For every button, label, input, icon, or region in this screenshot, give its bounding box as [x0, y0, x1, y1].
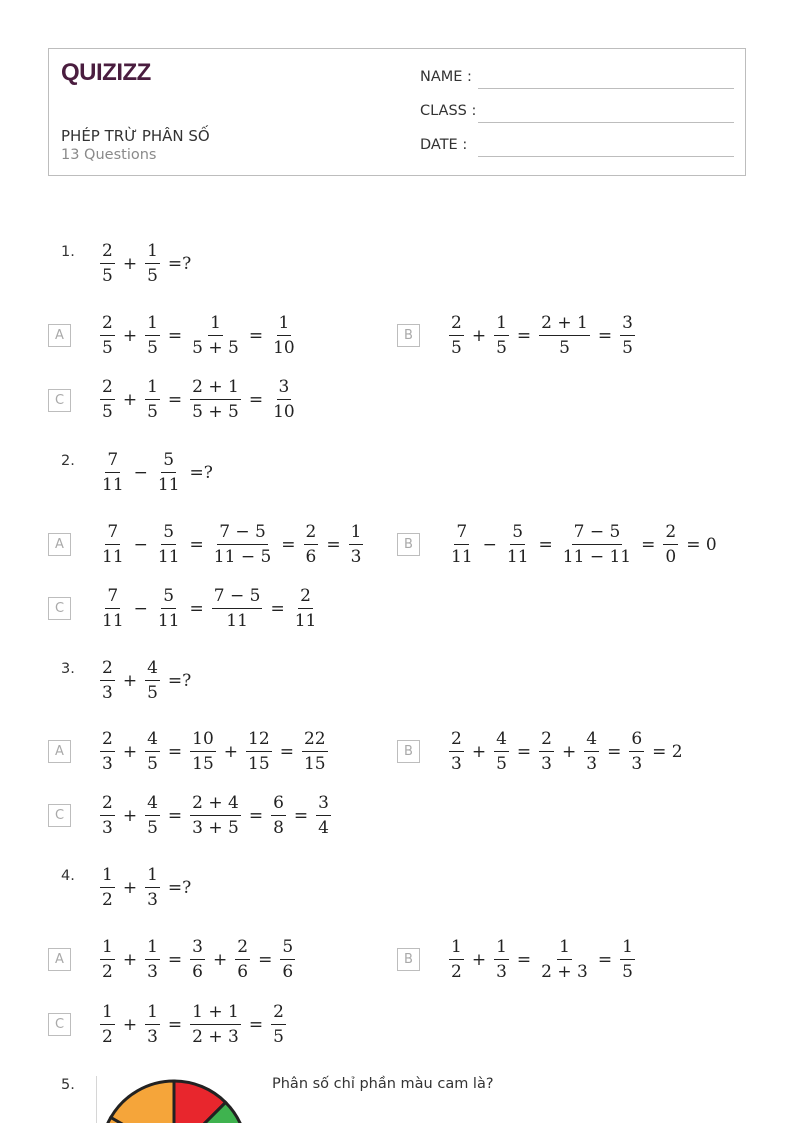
denominator: 3: [102, 818, 113, 838]
math-operator: =: [167, 326, 183, 346]
math-operator: =: [326, 535, 341, 555]
denominator: 11 − 5: [213, 547, 272, 567]
math-operator: +: [471, 742, 487, 762]
numerator: 2 + 1: [539, 315, 590, 336]
numerator: 1: [145, 315, 160, 336]
question-number: 2.: [61, 453, 75, 469]
numerator: 1: [449, 939, 464, 960]
denominator: 8: [273, 818, 284, 838]
denominator: 5: [496, 338, 507, 358]
date-line: [478, 156, 734, 157]
numerator: 3: [620, 315, 635, 336]
option-expression: [97, 724, 331, 780]
math-operator: −: [133, 535, 148, 555]
denominator: 11 − 11: [562, 547, 632, 567]
numerator: 2: [100, 660, 115, 681]
fraction: [100, 939, 115, 981]
fraction: [620, 939, 635, 981]
denominator: 3: [631, 754, 643, 774]
denominator: 2: [102, 962, 113, 982]
denominator: 5: [147, 266, 158, 286]
fraction: [449, 731, 464, 773]
denominator: 5: [451, 338, 462, 358]
numerator: 1: [145, 867, 160, 888]
option-expression: [97, 997, 289, 1053]
numerator: 5: [161, 452, 176, 473]
math-operator: =: [189, 599, 204, 619]
option-expression: [97, 372, 300, 428]
denominator: 5: [622, 962, 633, 982]
option-label: B: [397, 948, 420, 971]
denominator: 3: [350, 547, 362, 567]
math-operator: =: [248, 806, 264, 826]
question-text: Phân số chỉ phần màu cam là?: [272, 1076, 494, 1092]
denominator: 5: [147, 818, 158, 838]
denominator: 3: [147, 890, 158, 910]
math-operator: = 2: [652, 742, 683, 762]
fraction: [271, 1004, 286, 1046]
denominator: 2 + 3: [541, 962, 588, 982]
fraction: [494, 315, 509, 357]
numerator: 2 + 4: [190, 795, 241, 816]
fraction: [293, 588, 319, 630]
math-operator: =: [281, 535, 296, 555]
fraction: [663, 524, 678, 566]
numerator: 2: [449, 315, 464, 336]
denominator: 5: [559, 338, 570, 358]
denominator: 11: [102, 611, 124, 631]
fraction: [145, 731, 160, 773]
math-operator: =: [167, 1015, 183, 1035]
numerator: 7: [454, 524, 469, 545]
fraction: [235, 939, 250, 981]
option-label: B: [397, 740, 420, 763]
fraction: [145, 379, 160, 421]
worksheet-title: PHÉP TRỪ PHÂN SỐ: [61, 127, 210, 145]
math-operator: =: [248, 390, 264, 410]
numerator: 7 − 5: [217, 524, 268, 545]
denominator: 6: [282, 962, 294, 982]
question-number: 3.: [61, 661, 75, 677]
math-operator: =: [279, 742, 294, 762]
option-label: A: [48, 740, 71, 763]
name-line: [478, 88, 734, 89]
name-label: NAME :: [420, 69, 472, 85]
numerator: 2: [100, 795, 115, 816]
numerator: 2: [235, 939, 250, 960]
denominator: 5: [147, 683, 158, 703]
numerator: 1: [145, 379, 160, 400]
numerator: 22: [302, 731, 328, 752]
numerator: 1: [100, 939, 115, 960]
denominator: 11: [226, 611, 248, 631]
denominator: 5: [147, 754, 158, 774]
option-expression: [97, 581, 321, 637]
math-operator: +: [122, 671, 138, 691]
fraction: [100, 315, 115, 357]
option-expression: [97, 932, 298, 988]
pie-slice-orange: [111, 1081, 174, 1123]
numerator: 2: [100, 315, 115, 336]
fraction: [145, 660, 160, 702]
question-number: 4.: [61, 868, 75, 884]
fraction: [145, 939, 160, 981]
denominator: 0: [665, 547, 677, 567]
fraction: [100, 524, 126, 566]
denominator: 15: [303, 754, 326, 774]
fraction: [561, 524, 633, 566]
denominator: 5 + 5: [192, 402, 239, 422]
math-operator: +: [471, 950, 487, 970]
numerator: 2: [298, 588, 313, 609]
math-operator: +: [122, 254, 138, 274]
math-operator: =: [516, 950, 532, 970]
denominator: 5: [496, 754, 507, 774]
numerator: 2: [663, 524, 678, 545]
math-operator: =: [538, 535, 553, 555]
denominator: 2 + 3: [192, 1027, 239, 1047]
fraction: [620, 315, 635, 357]
denominator: 6: [237, 962, 249, 982]
class-line: [478, 122, 734, 123]
fraction: [100, 867, 115, 909]
numerator: 4: [494, 731, 509, 752]
fraction: [156, 588, 182, 630]
numerator: 5: [161, 588, 176, 609]
fraction: [304, 524, 319, 566]
fraction: [349, 524, 364, 566]
denominator: 10: [273, 402, 295, 422]
option-label: C: [48, 389, 71, 412]
numerator: 1: [208, 315, 223, 336]
option-expression: [446, 308, 638, 364]
denominator: 3: [541, 754, 552, 774]
denominator: 3: [147, 1027, 158, 1047]
fraction: [449, 315, 464, 357]
option-expression: [97, 308, 300, 364]
math-operator: −: [133, 599, 148, 619]
fraction: [100, 731, 115, 773]
fraction: [212, 588, 263, 630]
numerator: 1 + 1: [190, 1004, 241, 1025]
denominator: 11: [157, 611, 180, 631]
math-operator: =: [167, 742, 183, 762]
fraction: [449, 524, 475, 566]
option-expression: [446, 932, 638, 988]
fraction: [505, 524, 531, 566]
worksheet-header: [48, 48, 746, 176]
fraction: [449, 939, 464, 981]
numerator: 1: [100, 867, 115, 888]
denominator: 15: [248, 754, 270, 774]
question-prompt: [97, 445, 218, 501]
option-label: A: [48, 948, 71, 971]
numerator: 12: [246, 731, 272, 752]
math-operator: =?: [167, 254, 192, 274]
option-expression: [446, 724, 688, 780]
denominator: 3: [102, 754, 113, 774]
math-operator: +: [122, 742, 138, 762]
denominator: 2: [451, 962, 462, 982]
numerator: 1: [145, 243, 160, 264]
denominator: 5 + 5: [192, 338, 239, 358]
denominator: 11: [157, 547, 180, 567]
math-operator: =?: [167, 878, 192, 898]
math-operator: =: [607, 742, 622, 762]
option-label: C: [48, 804, 71, 827]
fraction: [145, 1004, 160, 1046]
numerator: 1: [494, 315, 509, 336]
math-operator: =: [167, 390, 183, 410]
fraction: [316, 795, 331, 837]
math-operator: +: [471, 326, 487, 346]
denominator: 5: [102, 338, 113, 358]
denominator: 11: [294, 611, 317, 631]
numerator: 2: [100, 243, 115, 264]
numerator: 1: [494, 939, 509, 960]
denominator: 3: [102, 683, 113, 703]
denominator: 3: [451, 754, 462, 774]
question-prompt: [97, 860, 196, 916]
denominator: 5: [147, 402, 158, 422]
math-operator: +: [122, 878, 138, 898]
numerator: 10: [190, 731, 216, 752]
fraction: [100, 452, 126, 494]
fraction: [629, 731, 644, 773]
numerator: 6: [629, 731, 644, 752]
fraction: [190, 1004, 241, 1046]
math-operator: +: [122, 390, 138, 410]
option-label: A: [48, 533, 71, 556]
fraction: [100, 795, 115, 837]
fraction: [494, 731, 509, 773]
numerator: 3: [277, 379, 292, 400]
question-prompt: [97, 236, 196, 292]
fraction: [271, 315, 297, 357]
math-operator: =?: [167, 671, 192, 691]
numerator: 1: [100, 1004, 115, 1025]
denominator: 11: [451, 547, 473, 567]
denominator: 6: [192, 962, 203, 982]
fraction: [190, 939, 205, 981]
numerator: 5: [161, 524, 176, 545]
fraction: [539, 731, 554, 773]
numerator: 4: [145, 660, 160, 681]
numerator: 3: [190, 939, 205, 960]
denominator: 11: [102, 547, 124, 567]
math-operator: −: [133, 463, 148, 483]
fraction: [584, 731, 599, 773]
denominator: 2: [102, 890, 113, 910]
math-operator: =: [167, 806, 183, 826]
denominator: 2: [102, 1027, 113, 1047]
fraction: [100, 588, 126, 630]
denominator: 6: [305, 547, 317, 567]
quizizz-logo: QUIZIZZ: [61, 59, 151, 86]
numerator: 1: [557, 939, 572, 960]
denominator: 11: [157, 475, 180, 495]
numerator: 6: [271, 795, 286, 816]
math-operator: =: [516, 326, 532, 346]
math-operator: =: [248, 326, 264, 346]
numerator: 2: [449, 731, 464, 752]
numerator: 1: [349, 524, 364, 545]
option-label: C: [48, 1013, 71, 1036]
math-operator: =: [597, 326, 613, 346]
math-operator: +: [122, 326, 138, 346]
math-operator: =: [248, 1015, 264, 1035]
fraction: [100, 379, 115, 421]
numerator: 1: [277, 315, 292, 336]
fraction: [190, 795, 241, 837]
option-expression: [97, 517, 366, 573]
math-operator: +: [122, 950, 138, 970]
numerator: 3: [316, 795, 331, 816]
class-label: CLASS :: [420, 103, 477, 119]
numerator: 7: [105, 524, 120, 545]
numerator: 4: [145, 795, 160, 816]
question-prompt: [97, 653, 196, 709]
option-expression: [97, 788, 334, 844]
math-operator: =: [167, 950, 183, 970]
math-operator: =: [597, 950, 613, 970]
option-label: B: [397, 324, 420, 347]
numerator: 1: [145, 1004, 160, 1025]
math-operator: +: [223, 742, 239, 762]
denominator: 3: [147, 962, 158, 982]
math-operator: +: [122, 1015, 138, 1035]
fraction: [190, 731, 216, 773]
option-label: B: [397, 533, 420, 556]
numerator: 1: [620, 939, 635, 960]
math-operator: =: [516, 742, 532, 762]
fraction: [494, 939, 509, 981]
numerator: 4: [584, 731, 599, 752]
numerator: 2: [100, 731, 115, 752]
denominator: 11: [102, 475, 124, 495]
math-operator: =: [189, 535, 204, 555]
numerator: 5: [280, 939, 295, 960]
math-operator: =: [258, 950, 273, 970]
math-operator: =: [270, 599, 285, 619]
fraction: [156, 524, 182, 566]
option-expression: [446, 517, 722, 573]
fraction: [302, 731, 328, 773]
denominator: 5: [102, 402, 113, 422]
fraction: [539, 315, 590, 357]
question-number: 1.: [61, 244, 75, 260]
numerator: 1: [145, 939, 160, 960]
numerator: 2: [539, 731, 554, 752]
math-operator: =?: [189, 463, 213, 483]
denominator: 5: [622, 338, 633, 358]
pie-chart-image: [96, 1076, 256, 1123]
math-operator: +: [212, 950, 228, 970]
fraction: [145, 795, 160, 837]
fraction: [145, 867, 160, 909]
math-operator: =: [641, 535, 656, 555]
denominator: 5: [273, 1027, 284, 1047]
numerator: 2 + 1: [190, 379, 241, 400]
name-field: [420, 67, 734, 89]
math-operator: +: [122, 806, 138, 826]
math-operator: +: [561, 742, 577, 762]
question-number: 5.: [61, 1077, 75, 1093]
numerator: 2: [100, 379, 115, 400]
numerator: 4: [145, 731, 160, 752]
date-label: DATE :: [420, 137, 468, 153]
fraction: [539, 939, 590, 981]
numerator: 2: [304, 524, 319, 545]
math-operator: = 0: [686, 535, 717, 555]
option-label: A: [48, 324, 71, 347]
numerator: 7: [105, 588, 120, 609]
numerator: 7 − 5: [212, 588, 263, 609]
fraction: [100, 660, 115, 702]
fraction: [100, 243, 115, 285]
fraction: [246, 731, 272, 773]
fraction: [190, 315, 241, 357]
numerator: 2: [271, 1004, 286, 1025]
date-field: [420, 135, 734, 157]
denominator: 5: [102, 266, 113, 286]
fraction: [280, 939, 295, 981]
fraction: [156, 452, 182, 494]
fraction: [145, 243, 160, 285]
class-field: [420, 101, 734, 123]
denominator: 3: [496, 962, 507, 982]
denominator: 15: [192, 754, 214, 774]
math-operator: =: [293, 806, 309, 826]
fraction: [145, 315, 160, 357]
numerator: 7: [105, 452, 120, 473]
denominator: 3 + 5: [192, 818, 239, 838]
numerator: 5: [510, 524, 525, 545]
option-label: C: [48, 597, 71, 620]
math-operator: −: [482, 535, 497, 555]
denominator: 3: [586, 754, 598, 774]
fraction: [271, 795, 286, 837]
fraction: [100, 1004, 115, 1046]
denominator: 10: [273, 338, 295, 358]
denominator: 5: [147, 338, 158, 358]
numerator: 7 − 5: [572, 524, 623, 545]
fraction: [212, 524, 274, 566]
denominator: 4: [318, 818, 329, 838]
denominator: 11: [506, 547, 529, 567]
question-count: 13 Questions: [61, 147, 157, 163]
fraction: [271, 379, 297, 421]
fraction: [190, 379, 241, 421]
